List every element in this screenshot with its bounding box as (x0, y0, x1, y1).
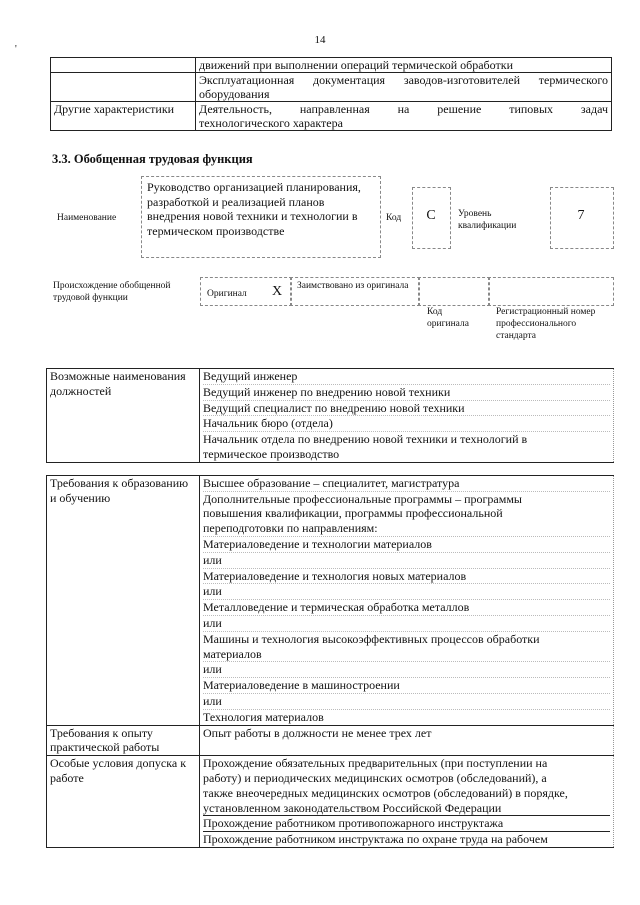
education-value (200, 475, 614, 725)
cell-line: технологического характера (199, 116, 343, 130)
table-row (47, 756, 614, 848)
table-row (47, 475, 614, 725)
origin-label: Происхождение обобщенной трудовой функции (53, 281, 171, 303)
original-mark: X (272, 284, 283, 299)
borrowed-label: Заимствовано из оригинала (297, 281, 409, 291)
cell-line: Материаловедение и технологии материалов (203, 537, 610, 553)
table-cell-value (196, 73, 612, 102)
table-row (47, 369, 614, 463)
experience-label: Требования к опыту практической работы (47, 725, 200, 756)
cell-line: работу) и периодических медицинских осмотров (обследований), а (203, 770, 547, 785)
cell-line: Начальник отдела по внедрению новой техники и технологий в (203, 432, 528, 447)
table-cell-label (51, 73, 196, 102)
reg-number-box (488, 277, 614, 306)
level-value: 7 (577, 208, 585, 223)
cell-line: или (203, 662, 610, 678)
table-cell-value (196, 102, 612, 131)
code-original-caption: Код оригинала (427, 307, 469, 329)
code-label: Код (386, 213, 402, 223)
table-cell-label: Другие характеристики (51, 102, 196, 131)
cell-line: Прохождение работником инструктажа по охране труда на рабочем (203, 832, 548, 847)
cell-line: Технология материалов (203, 709, 324, 724)
name-label: Наименование (57, 213, 117, 223)
cell-line: Материаловедение и технология новых материалов (203, 569, 610, 585)
table-row (51, 73, 612, 102)
cell-line: или (203, 694, 610, 710)
cell-line: или (203, 616, 610, 632)
code-value: C (426, 208, 436, 223)
table-row (51, 58, 612, 73)
experience-value (200, 725, 614, 756)
cell-line: Материаловедение в машиностроении (203, 678, 610, 694)
cell-line: движений при выполнении операций термической обработки (199, 58, 514, 72)
top-table (50, 57, 612, 131)
cell-line: Прохождение работником противопожарного инструктажа (203, 816, 610, 832)
cell-line: Ведущий инженер по внедрению новой техники (203, 385, 610, 401)
table-row (51, 102, 612, 131)
code-original-box (418, 277, 490, 306)
cell-line: Высшее образование – специалитет, магистратура (203, 476, 610, 492)
cell-line: установленном законодательством Российской Федерации (203, 801, 610, 817)
corner-mark: ' (15, 44, 17, 55)
cell-line: материалов (203, 647, 610, 663)
cell-line: или (203, 584, 610, 600)
education-label: Требования к образованию и обучению (47, 475, 200, 725)
cell-line: Ведущий инженер (203, 369, 610, 385)
cell-line: Деятельность, направленная на решение типовых задач (199, 102, 608, 116)
cell-line: также внеочередных медицинских осмотров (обследований) в порядке, (203, 785, 568, 800)
cell-line: Прохождение обязательных предварительных (при поступлении на (203, 756, 548, 771)
cell-line: Машины и технология высокоэффективных процессов обработки (203, 631, 540, 646)
function-name: Руководство организацией планирования, разработкой и реализацией планов внедрения новой техники и технологии в термическом производстве (147, 180, 361, 238)
original-label: Оригинал (207, 289, 247, 299)
cell-line: повышения квалификации, программы профессиональной (203, 506, 503, 521)
table-row (47, 725, 614, 756)
cell-line: Ведущий специалист по внедрению новой техники (203, 401, 610, 417)
cell-line: Металловедение и термическая обработка металлов (203, 600, 610, 616)
positions-value (200, 369, 614, 463)
table-cell-value (196, 58, 612, 73)
cell-line: Дополнительные профессиональные программы – программы (203, 491, 522, 506)
cell-line: оборудования (199, 87, 270, 101)
cell-line: термическое производство (203, 446, 340, 461)
page-number: 14 (314, 34, 326, 46)
cell-line: переподготовки по направлениям: (203, 521, 610, 537)
positions-label: Возможные наименования должностей (47, 369, 200, 463)
conditions-label: Особые условия допуска к работе (47, 756, 200, 848)
cell-line: или (203, 553, 610, 569)
table-cell-label (51, 58, 196, 73)
level-label: Уровень квалификации (458, 209, 517, 231)
cell-line: Опыт работы в должности не менее трех лет (203, 725, 432, 740)
main-table (46, 368, 614, 848)
cell-line: Эксплуатационная документация заводов-изготовителей термического (199, 73, 608, 87)
section-title: 3.3. Обобщенная трудовая функция (52, 152, 253, 166)
reg-number-caption: Регистрационный номер профессионального стандарта (496, 307, 596, 341)
conditions-value (200, 756, 614, 848)
cell-line: Начальник бюро (отдела) (203, 416, 610, 432)
